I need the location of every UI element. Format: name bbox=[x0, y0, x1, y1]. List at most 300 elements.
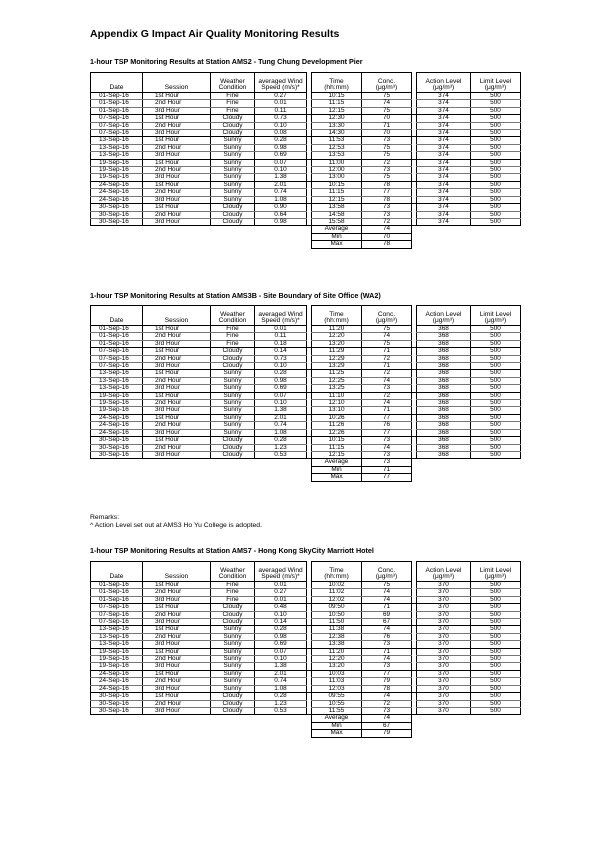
cell-limit: 500 bbox=[471, 693, 521, 700]
cell-wind: 0.01 bbox=[255, 100, 307, 107]
cell-time: 12:02 bbox=[312, 596, 362, 603]
header-limit-level-line: Limit Level bbox=[479, 310, 512, 318]
cell-wind: 0.07 bbox=[255, 392, 307, 399]
cell-limit: 500 bbox=[471, 204, 521, 211]
cell-limit: 500 bbox=[471, 122, 521, 129]
cell-time: 13:53 bbox=[312, 152, 362, 159]
cell-date: 19-Sep-16 bbox=[91, 663, 143, 670]
cell-conc: 71 bbox=[362, 348, 412, 355]
cell-action: 374 bbox=[417, 93, 471, 100]
cell-date: 13-Sep-16 bbox=[91, 377, 143, 384]
cell-limit: 500 bbox=[471, 633, 521, 640]
cell-session: 3rd Hour bbox=[143, 174, 211, 181]
cell-limit: 500 bbox=[471, 619, 521, 626]
cell-time: 14:58 bbox=[312, 211, 362, 218]
cell-date: 13-Sep-16 bbox=[91, 641, 143, 648]
cell-session: 1st Hour bbox=[143, 181, 211, 188]
cell-weather: Sunny bbox=[211, 400, 255, 407]
cell-action: 374 bbox=[417, 130, 471, 137]
cell-session: 3rd Hour bbox=[143, 707, 211, 714]
cell-action: 374 bbox=[417, 107, 471, 114]
cell-date: 19-Sep-16 bbox=[91, 656, 143, 663]
cell-action: 368 bbox=[417, 340, 471, 347]
header-wind-speed-line: averaged Wind bbox=[258, 77, 303, 85]
summary-label: Min bbox=[312, 722, 362, 729]
cell-conc: 75 bbox=[362, 174, 412, 181]
cell-session: 3rd Hour bbox=[143, 641, 211, 648]
cell-time: 12:25 bbox=[312, 377, 362, 384]
header-concentration-line: Conc. bbox=[377, 77, 396, 85]
cell-action: 368 bbox=[417, 437, 471, 444]
cell-time: 11:15 bbox=[312, 100, 362, 107]
cell-weather: Cloudy bbox=[211, 604, 255, 611]
cell-time: 13:30 bbox=[312, 122, 362, 129]
cell-session: 1st Hour bbox=[143, 626, 211, 633]
cell-conc: 67 bbox=[362, 619, 412, 626]
header-session bbox=[143, 306, 211, 326]
summary-value: 71 bbox=[362, 466, 412, 473]
empty-cell bbox=[471, 722, 521, 729]
cell-date: 19-Sep-16 bbox=[91, 407, 143, 414]
cell-weather: Sunny bbox=[211, 422, 255, 429]
empty-cell bbox=[211, 459, 255, 466]
cell-date: 30-Sep-16 bbox=[91, 451, 143, 458]
cell-session: 3rd Hour bbox=[143, 196, 211, 203]
cell-weather: Sunny bbox=[211, 385, 255, 392]
cell-conc: 77 bbox=[362, 429, 412, 436]
table-row bbox=[91, 451, 521, 458]
cell-session: 1st Hour bbox=[143, 204, 211, 211]
cell-date: 13-Sep-16 bbox=[91, 626, 143, 633]
table-2-title: 1-hour TSP Monitoring Results at Station AMS3B - Site Boundary of Site Office (WA2) bbox=[90, 291, 381, 300]
cell-time: 11:00 bbox=[312, 159, 362, 166]
cell-session: 1st Hour bbox=[143, 604, 211, 611]
empty-cell bbox=[143, 715, 211, 722]
cell-conc: 72 bbox=[362, 159, 412, 166]
summary-row bbox=[91, 226, 521, 233]
cell-action: 370 bbox=[417, 700, 471, 707]
header-session-line: Session bbox=[164, 84, 189, 92]
cell-action: 370 bbox=[417, 663, 471, 670]
cell-weather: Sunny bbox=[211, 678, 255, 685]
cell-conc: 73 bbox=[362, 707, 412, 714]
header-weather bbox=[211, 562, 255, 582]
cell-conc: 72 bbox=[362, 218, 412, 225]
cell-wind: 0.14 bbox=[255, 348, 307, 355]
cell-weather: Cloudy bbox=[211, 348, 255, 355]
cell-limit: 500 bbox=[471, 167, 521, 174]
empty-cell bbox=[143, 241, 211, 248]
empty-cell bbox=[211, 722, 255, 729]
cell-session: 2nd Hour bbox=[143, 355, 211, 362]
cell-conc: 71 bbox=[362, 648, 412, 655]
cell-limit: 500 bbox=[471, 707, 521, 714]
header-date bbox=[91, 562, 143, 582]
cell-session: 3rd Hour bbox=[143, 340, 211, 347]
cell-weather: Sunny bbox=[211, 392, 255, 399]
header-limit-level-line: (μg/m³) bbox=[484, 84, 507, 92]
cell-time: 15:58 bbox=[312, 218, 362, 225]
cell-wind: 0.01 bbox=[255, 326, 307, 333]
cell-limit: 500 bbox=[471, 678, 521, 685]
cell-weather: Sunny bbox=[211, 377, 255, 384]
cell-conc: 74 bbox=[362, 656, 412, 663]
cell-action: 370 bbox=[417, 633, 471, 640]
empty-cell bbox=[417, 226, 471, 233]
cell-limit: 500 bbox=[471, 582, 521, 589]
summary-row bbox=[91, 241, 521, 248]
cell-weather: Sunny bbox=[211, 144, 255, 151]
cell-time: 13:00 bbox=[312, 174, 362, 181]
cell-limit: 500 bbox=[471, 604, 521, 611]
header-row bbox=[91, 73, 521, 93]
cell-date: 01-Sep-16 bbox=[91, 107, 143, 114]
cell-date: 07-Sep-16 bbox=[91, 619, 143, 626]
cell-action: 368 bbox=[417, 385, 471, 392]
cell-session: 2nd Hour bbox=[143, 211, 211, 218]
cell-date: 30-Sep-16 bbox=[91, 218, 143, 225]
cell-time: 13:20 bbox=[312, 663, 362, 670]
cell-limit: 500 bbox=[471, 648, 521, 655]
cell-action: 370 bbox=[417, 648, 471, 655]
header-weather-line: Condition bbox=[218, 84, 247, 92]
cell-session: 2nd Hour bbox=[143, 678, 211, 685]
cell-wind: 1.38 bbox=[255, 663, 307, 670]
cell-session: 2nd Hour bbox=[143, 400, 211, 407]
cell-conc: 75 bbox=[362, 107, 412, 114]
header-action-level bbox=[417, 562, 471, 582]
cell-wind: 0.74 bbox=[255, 422, 307, 429]
header-wind-speed-line: Speed (m/s)* bbox=[261, 573, 300, 581]
summary-label: Max bbox=[312, 730, 362, 737]
cell-weather: Cloudy bbox=[211, 211, 255, 218]
header-wind-speed bbox=[255, 73, 307, 93]
table-row bbox=[91, 604, 521, 611]
cell-time: 10:55 bbox=[312, 700, 362, 707]
summary-value: 77 bbox=[362, 474, 412, 481]
cell-conc: 74 bbox=[362, 589, 412, 596]
cell-session: 1st Hour bbox=[143, 693, 211, 700]
cell-conc: 74 bbox=[362, 444, 412, 451]
cell-weather: Sunny bbox=[211, 189, 255, 196]
empty-cell bbox=[471, 459, 521, 466]
cell-session: 3rd Hour bbox=[143, 107, 211, 114]
cell-session: 3rd Hour bbox=[143, 685, 211, 692]
header-date bbox=[91, 73, 143, 93]
cell-limit: 500 bbox=[471, 392, 521, 399]
cell-date: 19-Sep-16 bbox=[91, 174, 143, 181]
cell-date: 24-Sep-16 bbox=[91, 685, 143, 692]
cell-conc: 69 bbox=[362, 611, 412, 618]
cell-limit: 500 bbox=[471, 414, 521, 421]
cell-time: 12:38 bbox=[312, 633, 362, 640]
header-time-line: (hh:mm) bbox=[324, 573, 349, 581]
header-session-line: Session bbox=[164, 573, 189, 581]
cell-time: 13:29 bbox=[312, 363, 362, 370]
cell-conc: 72 bbox=[362, 355, 412, 362]
cell-action: 370 bbox=[417, 693, 471, 700]
cell-conc: 73 bbox=[362, 663, 412, 670]
empty-cell bbox=[91, 722, 143, 729]
cell-date: 19-Sep-16 bbox=[91, 648, 143, 655]
cell-session: 1st Hour bbox=[143, 115, 211, 122]
cell-action: 370 bbox=[417, 611, 471, 618]
header-limit-level-line: Limit Level bbox=[479, 77, 512, 85]
cell-action: 370 bbox=[417, 670, 471, 677]
empty-cell bbox=[255, 226, 307, 233]
header-weather-line: Weather bbox=[220, 77, 245, 85]
summary-label: Min bbox=[312, 233, 362, 240]
cell-session: 3rd Hour bbox=[143, 363, 211, 370]
empty-cell bbox=[471, 241, 521, 248]
summary-row bbox=[91, 730, 521, 737]
empty-cell bbox=[255, 233, 307, 240]
header-date bbox=[91, 306, 143, 326]
empty-cell bbox=[143, 459, 211, 466]
cell-time: 11:25 bbox=[312, 370, 362, 377]
monitoring-table-ams3b bbox=[90, 305, 521, 482]
cell-date: 19-Sep-16 bbox=[91, 167, 143, 174]
cell-wind: 2.01 bbox=[255, 670, 307, 677]
cell-action: 370 bbox=[417, 604, 471, 611]
cell-limit: 500 bbox=[471, 100, 521, 107]
empty-cell bbox=[417, 715, 471, 722]
header-weather-line: Condition bbox=[218, 573, 247, 581]
empty-cell bbox=[143, 474, 211, 481]
empty-cell bbox=[417, 459, 471, 466]
summary-row bbox=[91, 715, 521, 722]
cell-session: 2nd Hour bbox=[143, 444, 211, 451]
empty-cell bbox=[255, 466, 307, 473]
cell-time: 14:30 bbox=[312, 130, 362, 137]
header-concentration bbox=[362, 562, 412, 582]
empty-cell bbox=[417, 233, 471, 240]
cell-weather: Sunny bbox=[211, 407, 255, 414]
cell-action: 374 bbox=[417, 100, 471, 107]
cell-session: 2nd Hour bbox=[143, 100, 211, 107]
cell-weather: Cloudy bbox=[211, 619, 255, 626]
cell-action: 370 bbox=[417, 626, 471, 633]
cell-time: 11:15 bbox=[312, 444, 362, 451]
cell-action: 374 bbox=[417, 189, 471, 196]
cell-time: 11:10 bbox=[312, 392, 362, 399]
empty-cell bbox=[417, 722, 471, 729]
header-session bbox=[143, 562, 211, 582]
cell-session: 3rd Hour bbox=[143, 451, 211, 458]
summary-row bbox=[91, 466, 521, 473]
cell-wind: 0.08 bbox=[255, 130, 307, 137]
cell-conc: 74 bbox=[362, 626, 412, 633]
cell-conc: 74 bbox=[362, 400, 412, 407]
cell-time: 12:26 bbox=[312, 429, 362, 436]
header-concentration-line: Conc. bbox=[377, 566, 396, 574]
header-concentration-line: Conc. bbox=[377, 310, 396, 318]
header-concentration-line: (μg/m³) bbox=[375, 317, 398, 325]
cell-wind: 0.14 bbox=[255, 619, 307, 626]
cell-action: 374 bbox=[417, 144, 471, 151]
remarks-note: ^ Action Level set out at AMS3 Ho Yu College is adopted. bbox=[90, 522, 262, 530]
cell-limit: 500 bbox=[471, 451, 521, 458]
cell-session: 3rd Hour bbox=[143, 130, 211, 137]
cell-action: 374 bbox=[417, 159, 471, 166]
cell-session: 1st Hour bbox=[143, 582, 211, 589]
cell-conc: 71 bbox=[362, 122, 412, 129]
cell-wind: 0.69 bbox=[255, 385, 307, 392]
cell-limit: 500 bbox=[471, 159, 521, 166]
cell-limit: 500 bbox=[471, 685, 521, 692]
cell-session: 1st Hour bbox=[143, 437, 211, 444]
cell-session: 2nd Hour bbox=[143, 122, 211, 129]
cell-conc: 73 bbox=[362, 385, 412, 392]
empty-cell bbox=[91, 241, 143, 248]
empty-cell bbox=[143, 226, 211, 233]
empty-cell bbox=[255, 474, 307, 481]
summary-label: Average bbox=[312, 459, 362, 466]
cell-wind: 1.08 bbox=[255, 429, 307, 436]
cell-action: 374 bbox=[417, 122, 471, 129]
cell-wind: 0.10 bbox=[255, 122, 307, 129]
header-weather-line: Condition bbox=[218, 317, 247, 325]
monitoring-table-ams2 bbox=[90, 72, 521, 249]
cell-date: 30-Sep-16 bbox=[91, 204, 143, 211]
cell-date: 13-Sep-16 bbox=[91, 633, 143, 640]
header-wind-speed-line: Speed (m/s)* bbox=[261, 84, 300, 92]
cell-action: 368 bbox=[417, 451, 471, 458]
cell-action: 374 bbox=[417, 196, 471, 203]
cell-conc: 73 bbox=[362, 204, 412, 211]
cell-wind: 0.48 bbox=[255, 604, 307, 611]
empty-cell bbox=[417, 241, 471, 248]
cell-conc: 73 bbox=[362, 211, 412, 218]
header-concentration-line: (μg/m³) bbox=[375, 573, 398, 581]
cell-wind: 0.10 bbox=[255, 167, 307, 174]
empty-cell bbox=[211, 466, 255, 473]
cell-action: 368 bbox=[417, 422, 471, 429]
header-time bbox=[312, 73, 362, 93]
cell-conc: 78 bbox=[362, 181, 412, 188]
cell-conc: 73 bbox=[362, 137, 412, 144]
cell-conc: 78 bbox=[362, 196, 412, 203]
cell-time: 10:02 bbox=[312, 582, 362, 589]
empty-cell bbox=[417, 466, 471, 473]
cell-time: 11:55 bbox=[312, 707, 362, 714]
cell-time: 12:03 bbox=[312, 685, 362, 692]
cell-weather: Cloudy bbox=[211, 444, 255, 451]
cell-date: 01-Sep-16 bbox=[91, 326, 143, 333]
cell-limit: 500 bbox=[471, 370, 521, 377]
cell-date: 01-Sep-16 bbox=[91, 93, 143, 100]
header-action-level-line: Action Level bbox=[425, 566, 462, 574]
header-time-line: (hh:mm) bbox=[324, 84, 349, 92]
cell-limit: 500 bbox=[471, 611, 521, 618]
header-weather-line: Weather bbox=[220, 566, 245, 574]
cell-date: 19-Sep-16 bbox=[91, 159, 143, 166]
cell-conc: 73 bbox=[362, 437, 412, 444]
cell-weather: Sunny bbox=[211, 670, 255, 677]
cell-session: 3rd Hour bbox=[143, 407, 211, 414]
cell-wind: 0.27 bbox=[255, 93, 307, 100]
cell-wind: 0.98 bbox=[255, 144, 307, 151]
empty-cell bbox=[143, 722, 211, 729]
cell-action: 370 bbox=[417, 596, 471, 603]
empty-cell bbox=[143, 730, 211, 737]
cell-time: 10:50 bbox=[312, 611, 362, 618]
cell-weather: Fine bbox=[211, 340, 255, 347]
empty-cell bbox=[255, 722, 307, 729]
cell-session: 1st Hour bbox=[143, 137, 211, 144]
cell-wind: 0.07 bbox=[255, 648, 307, 655]
cell-conc: 71 bbox=[362, 363, 412, 370]
header-date-line: Date bbox=[109, 573, 124, 581]
cell-time: 13:20 bbox=[312, 340, 362, 347]
cell-weather: Cloudy bbox=[211, 611, 255, 618]
cell-session: 1st Hour bbox=[143, 414, 211, 421]
cell-date: 13-Sep-16 bbox=[91, 152, 143, 159]
cell-time: 13:38 bbox=[312, 641, 362, 648]
cell-wind: 0.01 bbox=[255, 596, 307, 603]
cell-limit: 500 bbox=[471, 107, 521, 114]
cell-wind: 0.28 bbox=[255, 693, 307, 700]
cell-date: 01-Sep-16 bbox=[91, 100, 143, 107]
cell-time: 11:02 bbox=[312, 589, 362, 596]
cell-action: 374 bbox=[417, 204, 471, 211]
cell-weather: Sunny bbox=[211, 174, 255, 181]
cell-conc: 74 bbox=[362, 377, 412, 384]
cell-session: 2nd Hour bbox=[143, 377, 211, 384]
cell-session: 1st Hour bbox=[143, 326, 211, 333]
cell-time: 11:29 bbox=[312, 348, 362, 355]
cell-date: 07-Sep-16 bbox=[91, 355, 143, 362]
monitoring-table-ams7 bbox=[90, 561, 521, 738]
cell-weather: Cloudy bbox=[211, 122, 255, 129]
cell-session: 1st Hour bbox=[143, 348, 211, 355]
empty-cell bbox=[91, 459, 143, 466]
empty-cell bbox=[211, 233, 255, 240]
cell-date: 19-Sep-16 bbox=[91, 400, 143, 407]
cell-wind: 0.64 bbox=[255, 211, 307, 218]
table-row bbox=[91, 437, 521, 444]
header-action-level-line: (μg/m³) bbox=[432, 317, 455, 325]
cell-weather: Sunny bbox=[211, 656, 255, 663]
header-limit-level-line: (μg/m³) bbox=[484, 317, 507, 325]
cell-limit: 500 bbox=[471, 377, 521, 384]
empty-cell bbox=[471, 226, 521, 233]
header-time-line: Time bbox=[329, 77, 344, 85]
cell-session: 3rd Hour bbox=[143, 152, 211, 159]
cell-limit: 500 bbox=[471, 385, 521, 392]
cell-session: 2nd Hour bbox=[143, 333, 211, 340]
cell-time: 10:15 bbox=[312, 93, 362, 100]
header-session bbox=[143, 73, 211, 93]
header-row bbox=[91, 562, 521, 582]
cell-weather: Fine bbox=[211, 93, 255, 100]
cell-date: 13-Sep-16 bbox=[91, 144, 143, 151]
cell-limit: 500 bbox=[471, 400, 521, 407]
header-limit-level-line: (μg/m³) bbox=[484, 573, 507, 581]
cell-wind: 0.07 bbox=[255, 159, 307, 166]
cell-time: 11:38 bbox=[312, 626, 362, 633]
cell-time: 12:15 bbox=[312, 107, 362, 114]
empty-cell bbox=[143, 466, 211, 473]
cell-conc: 74 bbox=[362, 100, 412, 107]
empty-cell bbox=[211, 730, 255, 737]
cell-action: 370 bbox=[417, 619, 471, 626]
cell-limit: 500 bbox=[471, 333, 521, 340]
table-row bbox=[91, 115, 521, 122]
cell-wind: 0.10 bbox=[255, 611, 307, 618]
cell-limit: 500 bbox=[471, 355, 521, 362]
cell-conc: 70 bbox=[362, 130, 412, 137]
